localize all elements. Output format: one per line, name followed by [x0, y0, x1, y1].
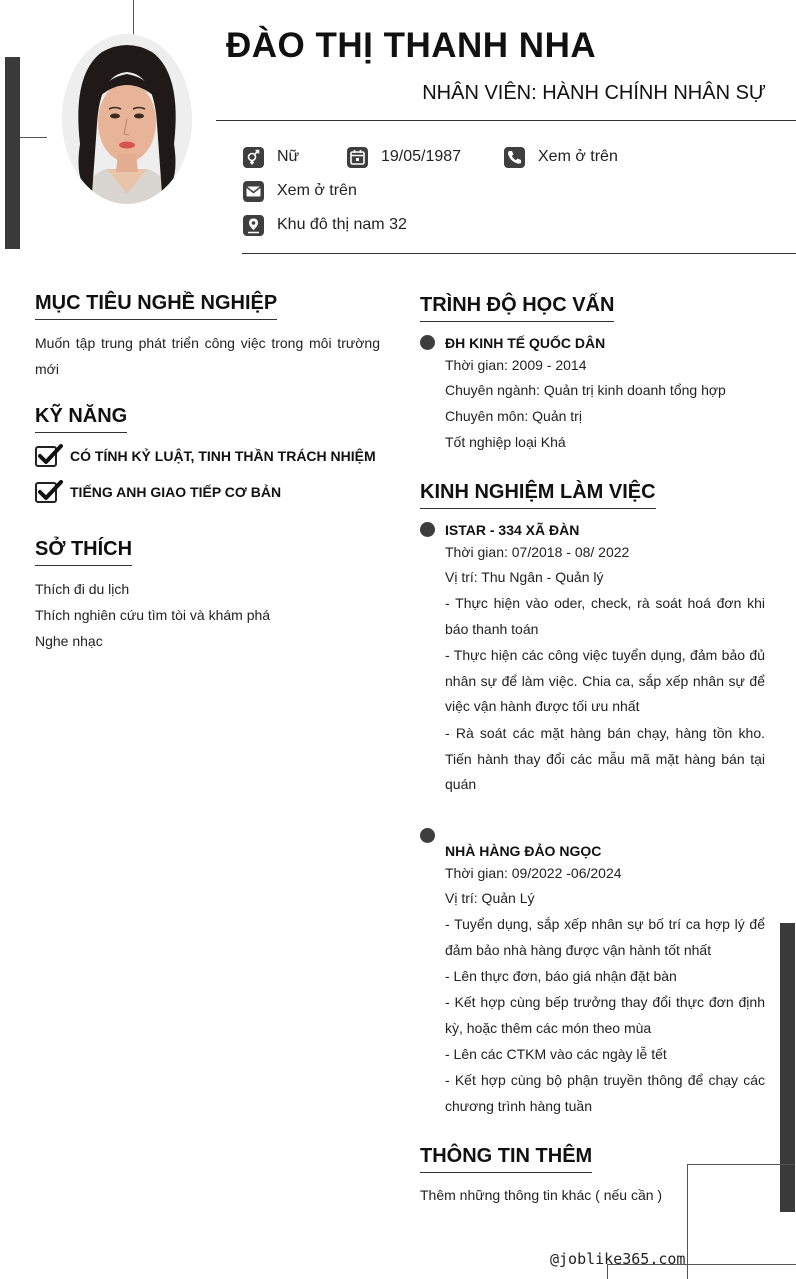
gender-value: Nữ [277, 148, 300, 165]
job-company: NHÀ HÀNG ĐẢO NGỌC [445, 843, 602, 859]
skill-item: TIẾNG ANH GIAO TIẾP CƠ BẢN [70, 484, 282, 500]
school-name: ĐH KINH TẾ QUỐC DÂN [445, 335, 606, 351]
job-position: NHÂN VIÊN: HÀNH CHÍNH NHÂN SỰ [422, 82, 766, 104]
address-value: Khu đô thị nam 32 [277, 216, 407, 233]
header-divider [216, 120, 796, 121]
hobbies-title: SỞ THÍCH [35, 538, 132, 566]
skill-item: CÓ TÍNH KỶ LUẬT, TINH THẦN TRÁCH NHIỆM [70, 448, 376, 464]
calendar-icon [347, 147, 368, 168]
experience-title: KINH NGHIỆM LÀM VIỆC [420, 481, 656, 509]
job-duty: - Thực hiện các công việc tuyển dụng, đảm bảo đủ nhân sự để làm việc. Chia ca, sắp xếp nhân sự để việc vận hành được tối ưu nhất [445, 647, 765, 714]
timeline-dot [420, 828, 435, 843]
birthday-value: 19/05/1987 [381, 148, 462, 165]
timeline-dot [420, 335, 435, 350]
hobby-item: Thích đi du lịch [35, 581, 130, 597]
job-duty: - Thực hiện vào oder, check, rà soát hoá đơn khi báo thanh toán [445, 595, 765, 637]
job-duty: - Lên các CTKM vào các ngày lễ tết [445, 1046, 667, 1062]
education-line: Chuyên môn: Quản trị [445, 408, 582, 424]
job-time: Thời gian: 07/2018 - 08/ 2022 [445, 544, 630, 560]
job-time: Thời gian: 09/2022 -06/2024 [445, 865, 622, 881]
extra-text: Thêm những thông tin khác ( nếu cần ) [420, 1187, 663, 1203]
job-duty: - Kết hợp cùng bếp trưởng thay đổi thực đơn định kỳ, hoặc thêm các món theo mùa [445, 994, 765, 1036]
education-line: Tốt nghiệp loại Khá [445, 434, 566, 450]
job-company: ISTAR - 334 XÃ ĐÀN [445, 522, 580, 538]
education-line: Thời gian: 2009 - 2014 [445, 357, 587, 373]
checkbox-checked-icon [35, 480, 63, 504]
avatar [62, 34, 192, 204]
decor-bar-left [5, 57, 20, 249]
skills-title: KỸ NĂNG [35, 405, 127, 433]
phone-icon [504, 147, 525, 168]
avatar-portrait [62, 34, 192, 204]
extra-title: THÔNG TIN THÊM [420, 1145, 592, 1173]
education-line: Chuyên ngành: Quản trị kinh doanh tổng hợp [445, 382, 726, 398]
info-divider [242, 253, 796, 254]
timeline-dot [420, 522, 435, 537]
full-name: ĐÀO THỊ THANH NHA [226, 26, 597, 65]
job-duty: - Tuyển dụng, sắp xếp nhân sự bố trí ca hợp lý để đảm bảo nhà hàng được vận hành tốt nhất [445, 916, 765, 958]
checkbox-checked-icon [35, 444, 63, 468]
job-duty: - Kết hợp cùng bộ phận truyền thông để chạy các chương trình hàng tuần [445, 1072, 765, 1114]
job-role: Vị trí: Quản Lý [445, 890, 535, 906]
job-duty: - Rà soát các mặt hàng bán chạy, hàng tồn kho. Tiến hành thay đổi các mẫu mã mặt hàng bán tại quán [445, 725, 765, 792]
gender-icon [243, 147, 264, 168]
education-title: TRÌNH ĐỘ HỌC VẤN [420, 294, 614, 322]
watermark-text: @joblike365.com [550, 1250, 686, 1268]
decor-box-bottom-right [687, 1164, 794, 1279]
phone-value: Xem ở trên [538, 148, 618, 165]
email-value: Xem ở trên [277, 182, 357, 199]
location-icon [243, 215, 264, 236]
hobby-item: Thích nghiên cứu tìm tòi và khám phá [35, 607, 271, 623]
email-icon [243, 181, 264, 202]
job-role: Vị trí: Thu Ngân - Quản lý [445, 569, 604, 585]
decor-line-left [20, 137, 47, 138]
hobby-item: Nghe nhạc [35, 633, 103, 649]
objective-text: Muốn tập trung phát triển công việc trong môi trường mới [35, 335, 380, 377]
job-duty: - Lên thực đơn, báo giá nhận đặt bàn [445, 968, 677, 984]
objective-title: MỤC TIÊU NGHỀ NGHIỆP [35, 292, 277, 320]
